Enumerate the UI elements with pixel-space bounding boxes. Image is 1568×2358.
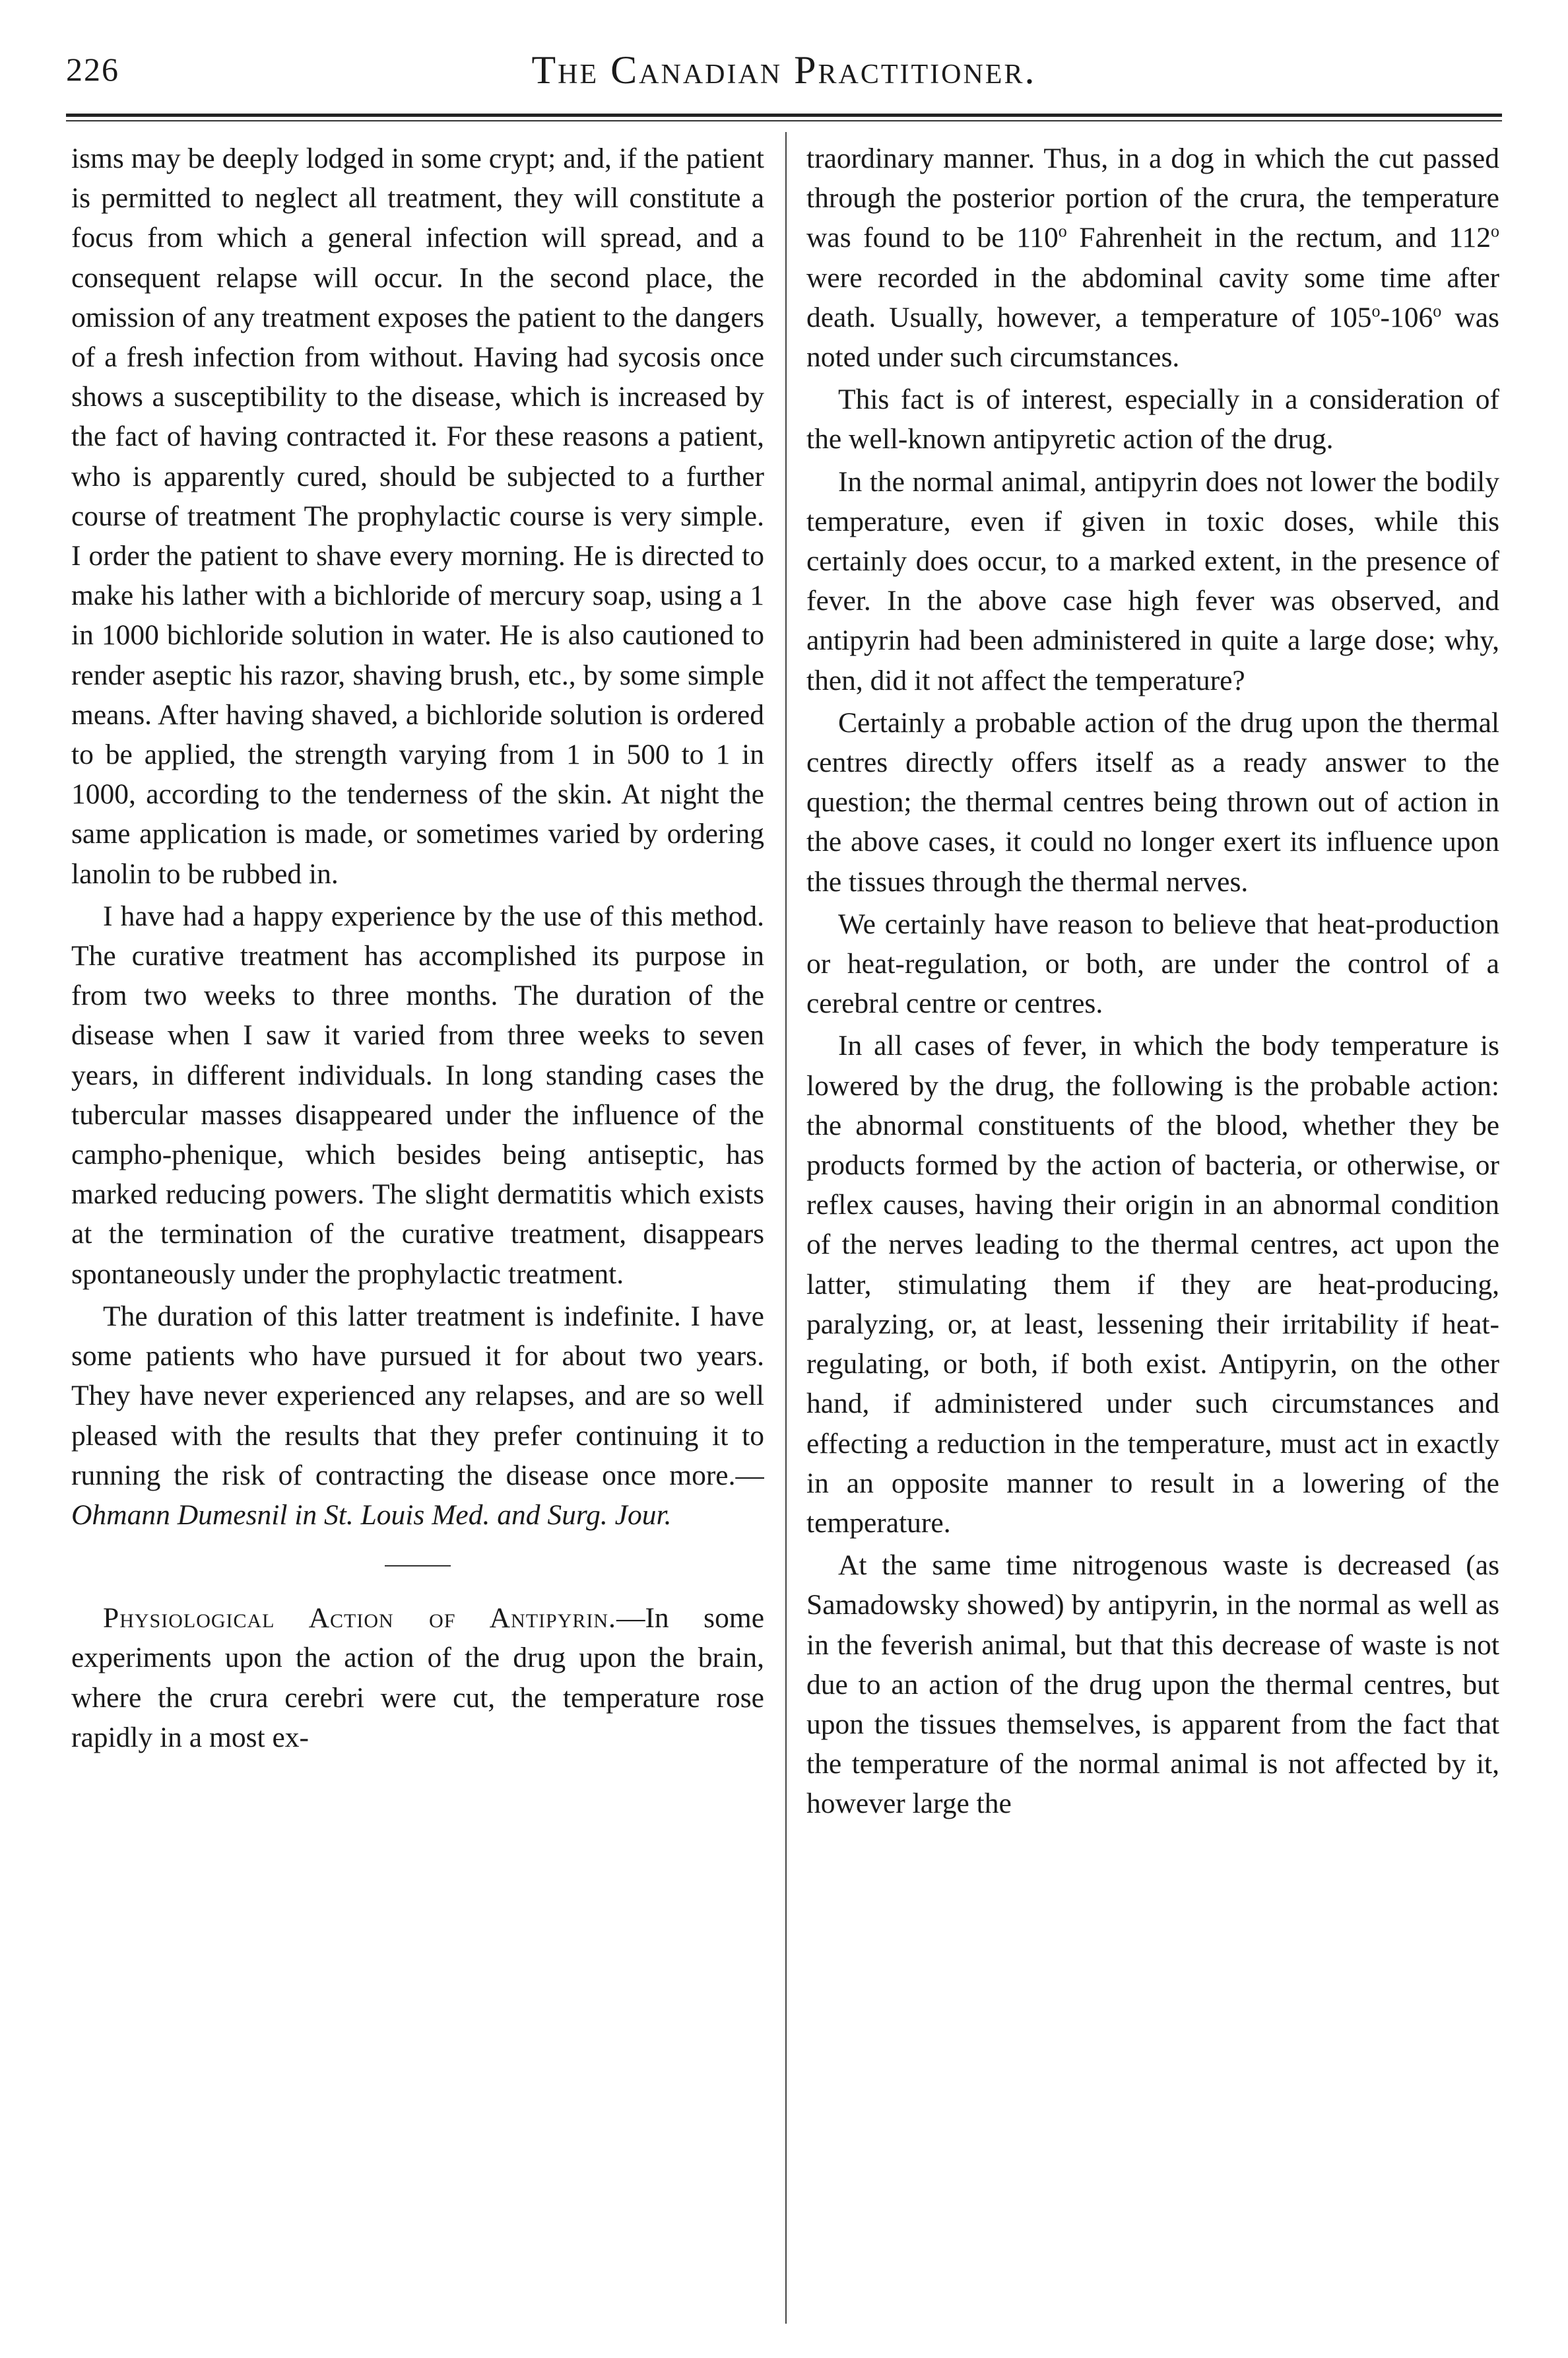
paragraph-text: Fahrenheit in the rectum, and 112: [1066, 222, 1491, 254]
paragraph: [71, 1297, 764, 1535]
right-column: [806, 139, 1499, 2317]
paragraph-text: were recorded in the abdominal cavity some time after death. Usually, however, a temperature of 105: [806, 261, 1499, 333]
paragraph: [806, 139, 1499, 377]
header-rule-thick: [66, 114, 1502, 117]
page-header: [66, 41, 1502, 107]
column-divider: [785, 132, 787, 2324]
paragraph: This fact is of interest, especially in a consideration of the well-known antipyretic action of the drug.: [806, 384, 1499, 455]
citation: Ohmann Dumesnil in St. Louis Med. and Surg. Jour.: [71, 1499, 672, 1531]
paragraph-text: -106: [1380, 301, 1433, 333]
paragraph: I have had a happy experience by the use of this method. The curative treatment has accomplished its purpose in from two weeks to three months. The duration of the disease when I saw it varied from three weeks to seven years, in different individuals. In long standing cases the tubercular masses disappeared under the influence of the campho-phenique, which besides being antiseptic, has marked reducing powers. The slight dermatitis which exists at the termination of the curative treatment, disappears spontaneously under the prophylactic treatment.: [71, 900, 764, 1290]
paragraph-text: was noted under such circumstances.: [806, 301, 1499, 374]
paragraph: isms may be deeply lodged in some crypt; and, if the patient is permitted to neglect all treatment, they will constitute a focus from which a general infection will spread, and a consequent relapse will occur. In the second place, the omission of any treatment exposes the patient to the dangers of a fresh infection from without. Having had sycosis once shows a susceptibility to the disease, which is increased by the fact of having contracted it. For these reasons a patient, who is apparently cured, should be subjected to a further course of treatment The prophylactic course is very simple. I order the patient to shave every morning. He is directed to make his lather with a bichloride of mercury soap, using a 1 in 1000 bichloride solution in water. He is also cautioned to render aseptic his razor, shaving brush, etc., by some simple means. After having shaved, a bichloride solution is ordered to be applied, the strength varying from 1 in 500 to 1 in 1000, according to the tenderness of the skin. At night the same application is made, or sometimes varied by ordering lanolin to be rubbed in.: [71, 143, 764, 890]
degree-mark: o: [1058, 221, 1067, 241]
page-number: 226: [66, 51, 119, 88]
paragraph: In the normal animal, antipyrin does not lower the bodily temperature, even if given in toxic doses, while this certainly does occur, to a marked extent, in the presence of fever. In the above case high fever was observed, and antipyrin had been administered in quite a large dose; why, then, did it not affect the temperature?: [806, 465, 1499, 696]
paragraph: At the same time nitrogenous waste is decreased (as Samadowsky showed) by antipyrin, in the normal as well as in the feverish animal, but that this decrease of waste is not due to an action of the drug upon the thermal centres, but upon the tissues themselves, is apparent from the fact that the temperature of the normal animal is not affected by it, however large the: [806, 1549, 1499, 1820]
left-column: [71, 139, 764, 2317]
degree-mark: o: [1491, 221, 1499, 241]
paragraph-text: The duration of this latter treatment is indefinite. I have some patients who have pursued it for about two years. They have never experienced any relapses, and are so well pleased with the results that they prefer continuing it to running the risk of contracting the disease once more.—: [71, 1300, 764, 1491]
degree-mark: o: [1433, 301, 1442, 321]
paragraph-text: —In some experiments upon the action of the drug upon the brain, where the crura cerebri were cut, the temperature rose rapidly in a most ex-: [71, 1602, 764, 1753]
section-divider: [385, 1565, 451, 1566]
paragraph: In all cases of fever, in which the body temperature is lowered by the drug, the following is the probable action: the abnormal constituents of the blood, whether they be products formed by the action of bacteria, or otherwise, or reflex causes, having their origin in an abnormal condition of the nerves leading to the thermal centres, act upon the latter, stimulating them if they are heat-producing, paralyzing, or, at least, lessening their irritability if heat-regulating, or both, if both exist. Antipyrin, on the other hand, if administered under such circumstances and effecting a reduction in the temperature, must act in exactly in an opposite manner to result in a lowering of the temperature.: [806, 1030, 1499, 1539]
header-rule-thin: [66, 120, 1502, 121]
section-title: Physiological Action of Antipyrin.: [103, 1602, 616, 1634]
paragraph: [71, 1598, 764, 1757]
paragraph-text: traordinary manner. Thus, in a dog in which the cut passed through the posterior portion of the crura, the temperature was found to be 110: [806, 143, 1499, 254]
running-head: The Canadian Practitioner.: [531, 48, 1037, 92]
paragraph: Certainly a probable action of the drug upon the thermal centres directly offers itself as a ready answer to the question; the thermal centres being thrown out of action in the above cases, it could no longer exert its influence upon the tissues through the thermal nerves.: [806, 706, 1499, 898]
paragraph: We certainly have reason to believe that heat-production or heat-regulation, or both, are under the control of a cerebral centre or centres.: [806, 908, 1499, 1020]
degree-mark: o: [1371, 301, 1381, 321]
